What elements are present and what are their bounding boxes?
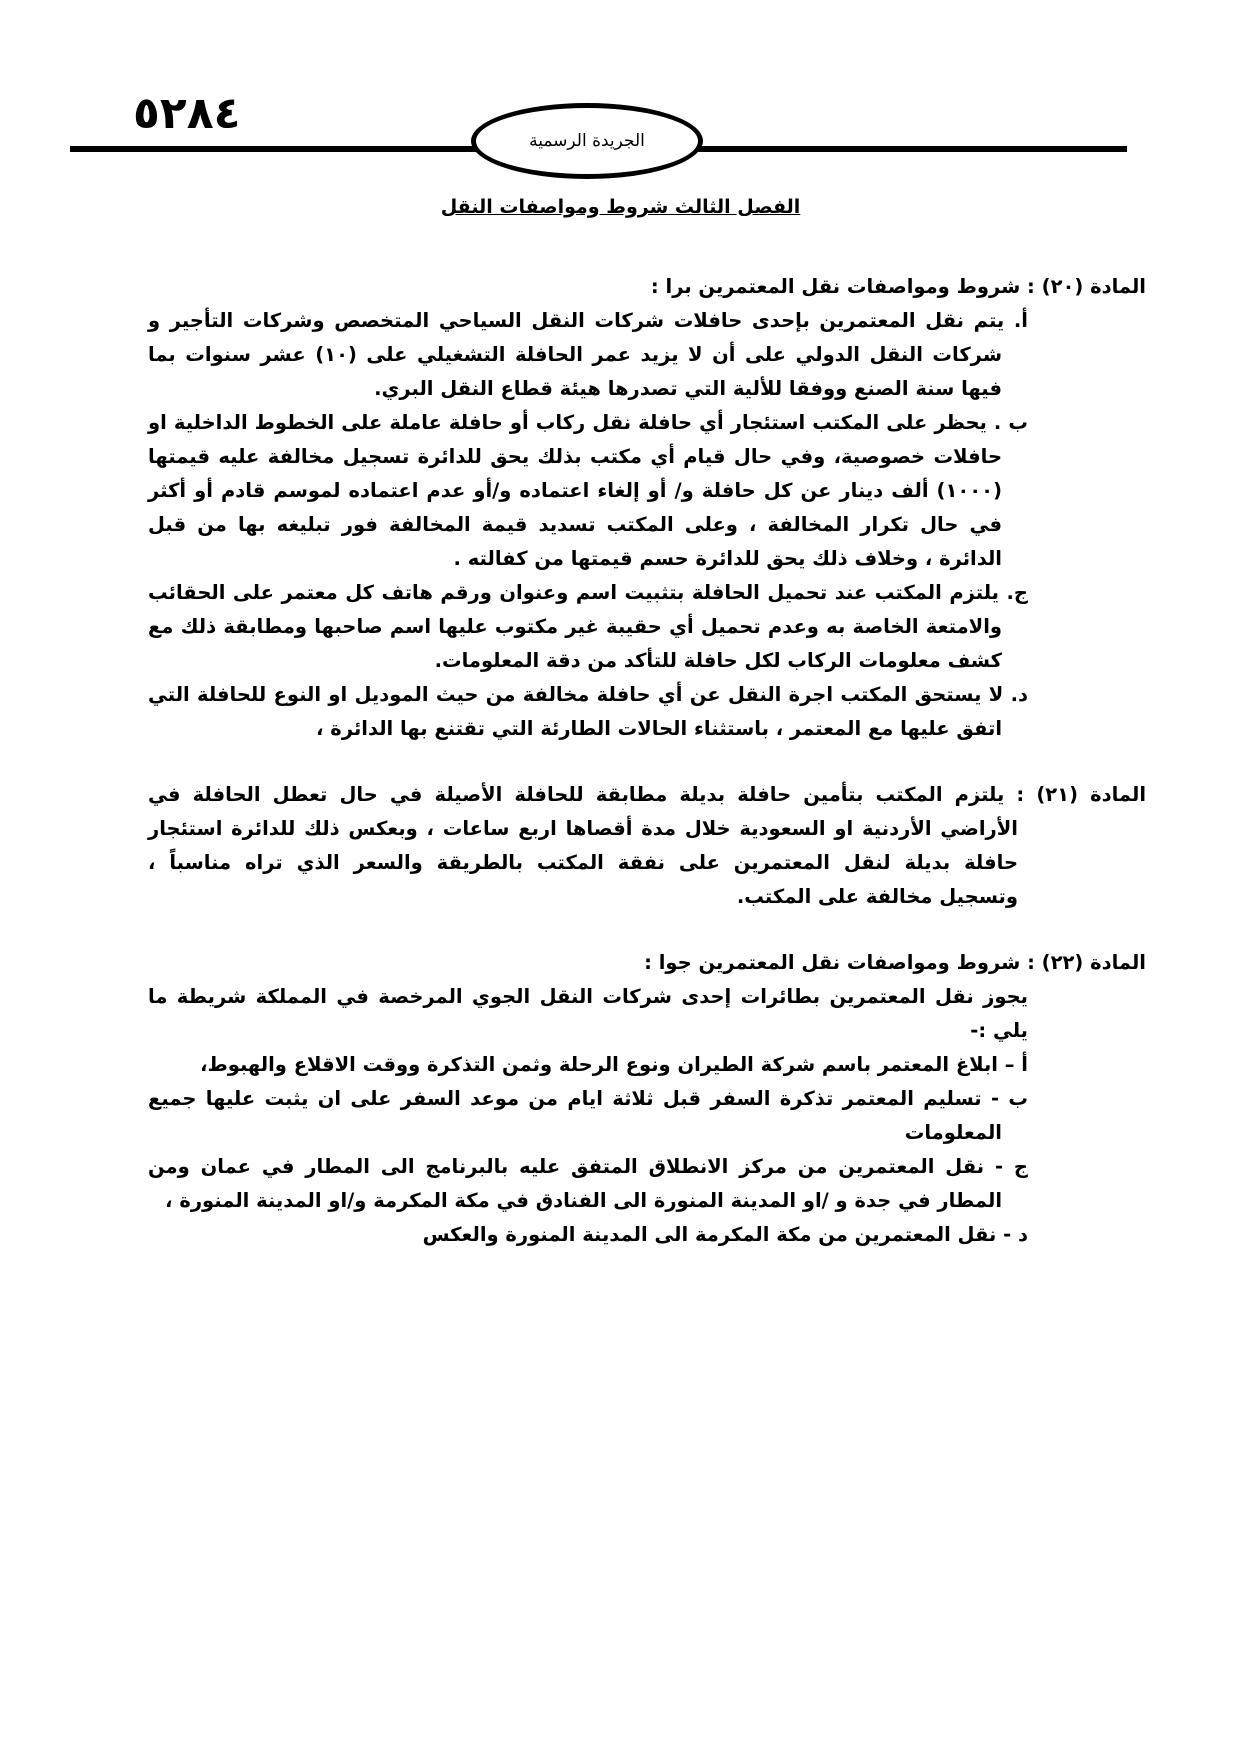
- chapter-title: الفصل الثالث شروط ومواصفات النقل: [440, 196, 801, 218]
- article-21: [148, 778, 1146, 914]
- article-20-item-b: ب . يحظر على المكتب استئجار أي حافلة نقل ركاب أو حافلة عاملة على الخطوط الداخلية او حافلات خصوصية، وفي حال قيام أي مكتب بذلك يحق للدائرة تسجيل مخالفة عليه قيمتها (١٠٠٠) ألف دينار عن كل حافلة و/ أو إلغاء اعتماده و/أو عدم اعتماده لموسم قادم أو أكثر في حال تكرار المخالفة ، وعلى المكتب تسديد قيمة المخالفة فور تبليغه بها من قبل الدائرة ، وخلاف ذلك يحق للدائرة حسم قيمتها من كفالته .: [148, 411, 1028, 570]
- header-rule-right: [695, 146, 1127, 152]
- spacer: [148, 914, 1028, 946]
- article-22-item-d: د - نقل المعتمرين من مكة المكرمة الى المدينة المنورة والعكس: [422, 1223, 1028, 1246]
- article-20-item-a: أ. يتم نقل المعتمرين بإحدى حافلات شركات النقل السياحي المتخصص وشركات التأجير و شركات النقل الدولي على أن لا يزيد عمر الحافلة التشغيلي على (١٠) عشر سنوات بما فيها سنة الصنع ووفقا للألية التي تصدرها هيئة قطاع النقل البري.: [148, 309, 1028, 400]
- article-22: [148, 946, 1146, 1252]
- gazette-title: الجريدة الرسمية: [529, 131, 645, 151]
- header-rule-left: [70, 146, 480, 152]
- article-22-heading: المادة (٢٢) : شروط ومواصفات نقل المعتمرين جوا :: [644, 951, 1146, 974]
- article-22-intro: يجوز نقل المعتمرين بطائرات إحدى شركات النقل الجوي المرخصة في المملكة شريطة ما يلي :-: [148, 985, 1028, 1042]
- article-20-item-d: د. لا يستحق المكتب اجرة النقل عن أي حافلة مخالفة من حيث الموديل او النوع للحافلة التي اتفق عليها مع المعتمر ، باستثناء الحالات الطارئة التي تقتنع بها الدائرة ،: [148, 683, 1028, 740]
- article-20: [148, 270, 1146, 746]
- document-body: [148, 270, 1147, 1252]
- gazette-oval-badge: [471, 103, 703, 179]
- article-20-item-c: ج. يلتزم المكتب عند تحميل الحافلة بتثبيت اسم وعنوان ورقم هاتف كل معتمر على الحقائب والامتعة الخاصة به وعدم تحميل أي حقيبة غير مكتوب عليها اسم صاحبها ومطابقة ذلك مع كشف معلومات الركاب لكل حافلة للتأكد من دقة المعلومات.: [148, 581, 1028, 672]
- page-number: ٥٢٨٤: [133, 88, 241, 139]
- article-20-heading: المادة (٢٠) : شروط ومواصفات نقل المعتمرين برا :: [650, 275, 1146, 298]
- article-22-item-c: ج - نقل المعتمرين من مركز الانطلاق المتفق عليه بالبرنامج الى المطار في عمان ومن المطار في جدة و /او المدينة المنورة الى الفنادق في مكة المكرمة و/او المدينة المنورة ،: [148, 1155, 1028, 1212]
- article-21-text: المادة (٢١) : يلتزم المكتب بتأمين حافلة بديلة مطابقة للحافلة الأصيلة في حال تعطل الحافلة في الأراضي الأردنية او السعودية خلال مدة أقصاها اربع ساعات ، وبعكس ذلك للدائرة استئجار حافلة بديلة لنقل المعتمرين على نفقة المكتب بالطريقة والسعر الذي تراه مناسباً ، وتسجيل مخالفة على المكتب.: [148, 783, 1147, 908]
- spacer: [148, 746, 1028, 778]
- article-22-item-a: أ – ابلاغ المعتمر باسم شركة الطيران ونوع الرحلة وثمن التذكرة ووقت الاقلاع والهبوط،: [200, 1053, 1028, 1076]
- article-22-item-b: ب - تسليم المعتمر تذكرة السفر قبل ثلاثة ايام من موعد السفر على ان يثبت عليها جميع المعلومات: [148, 1087, 1028, 1144]
